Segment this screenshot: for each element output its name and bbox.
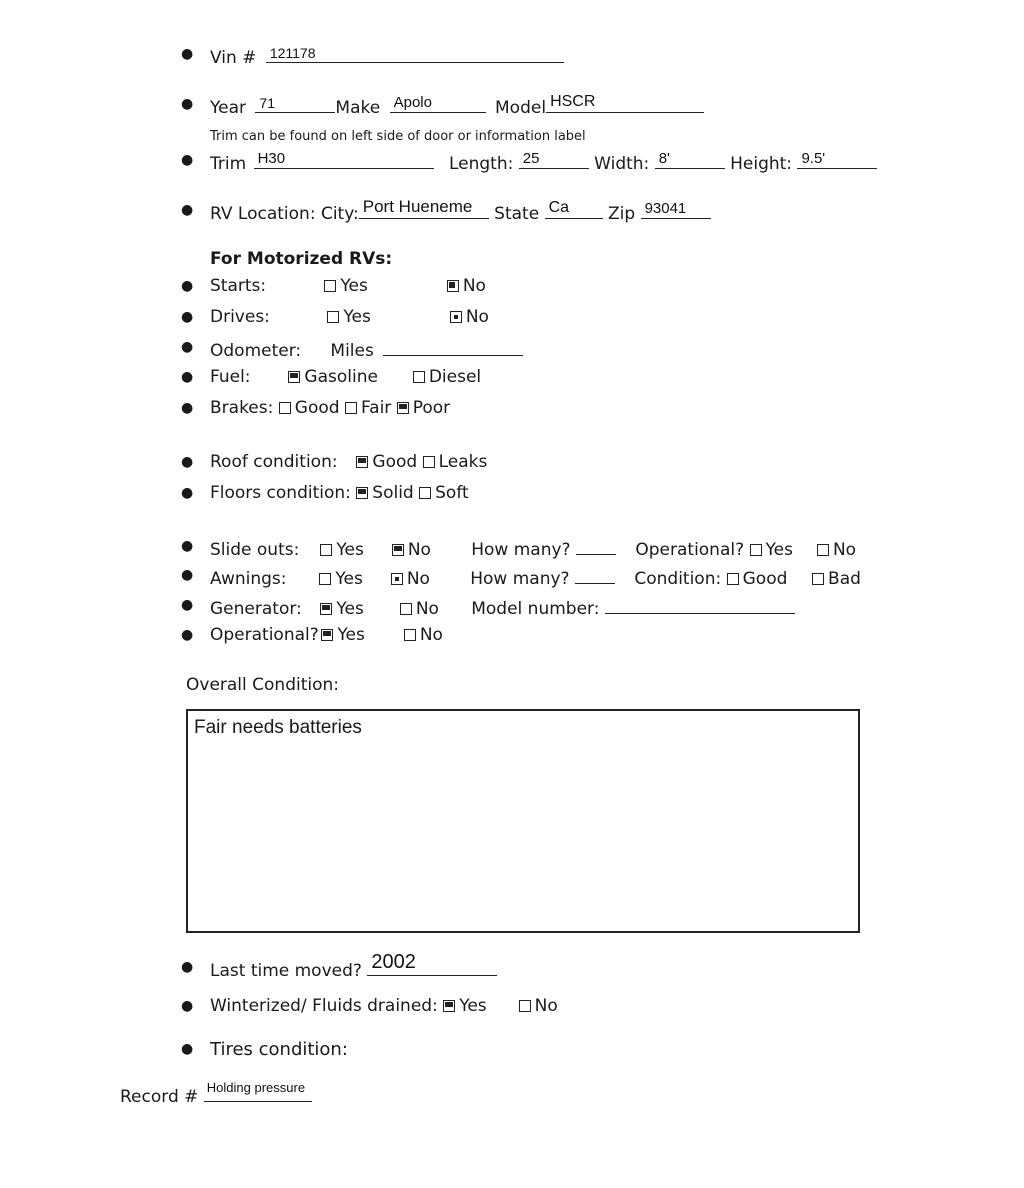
city-field[interactable] <box>359 197 489 219</box>
generator-yes-option[interactable] <box>320 599 394 619</box>
starts-label: Starts: <box>210 276 267 296</box>
operational-yes-label: Yes <box>337 625 365 645</box>
checkbox-checked-icon[interactable] <box>447 280 459 292</box>
bullet: ● <box>181 454 194 470</box>
checkbox-checked-icon[interactable] <box>391 573 403 585</box>
starts-no-label: No <box>462 276 486 296</box>
bullet: ● <box>181 597 194 613</box>
slide-outs-no-label: No <box>407 540 431 560</box>
brakes-good-label: Good <box>294 398 340 418</box>
brakes-fair-label: Fair <box>360 398 392 418</box>
miles-field[interactable] <box>383 337 523 356</box>
fuel-gasoline-option[interactable] <box>288 367 407 387</box>
roof-leaks-label: Leaks <box>438 452 488 472</box>
roof-good-label: Good <box>372 452 418 472</box>
zip-value: 93041 <box>644 200 687 217</box>
height-field[interactable] <box>797 150 877 169</box>
odometer-label: Odometer: <box>210 341 302 361</box>
checkbox-icon[interactable] <box>419 487 431 499</box>
generator-model-field[interactable] <box>605 595 795 614</box>
fuel-diesel-label: Diesel <box>428 367 482 387</box>
checkbox-icon[interactable] <box>279 402 291 414</box>
trim-field[interactable] <box>254 150 434 169</box>
checkbox-icon[interactable] <box>727 573 739 585</box>
model-label: Model <box>495 98 547 118</box>
awnings-how-many-field[interactable] <box>575 565 615 584</box>
make-field[interactable] <box>390 94 486 113</box>
location-label: RV Location: City: <box>210 204 359 224</box>
checkbox-checked-icon[interactable] <box>356 456 368 468</box>
checkbox-icon[interactable] <box>320 544 332 556</box>
trim-note: Trim can be found on left side of door or information label <box>210 129 586 144</box>
city-value: Port Hueneme <box>362 197 473 216</box>
awnings-how-many-label: How many? <box>470 569 570 589</box>
checkbox-icon[interactable] <box>423 456 435 468</box>
winterized-yes-label: Yes <box>459 996 487 1016</box>
operational-yes-option[interactable] <box>321 625 398 645</box>
tires-label: Tires condition: <box>210 1039 348 1060</box>
checkbox-icon[interactable] <box>319 573 331 585</box>
awnings-label: Awnings: <box>210 569 287 589</box>
vin-label: Vin # <box>210 48 257 68</box>
slide-outs-operational-label: Operational? <box>635 540 745 560</box>
floors-soft-label: Soft <box>435 483 469 503</box>
operational-no-option[interactable] <box>404 625 443 645</box>
bullet: ● <box>181 309 194 325</box>
winterized-label: Winterized/ Fluids drained: <box>210 996 438 1016</box>
winterized-no-label: No <box>534 996 558 1016</box>
bullet: ● <box>181 1041 194 1057</box>
checkbox-checked-icon[interactable] <box>443 1000 455 1012</box>
checkbox-icon[interactable] <box>400 603 412 615</box>
overall-condition-textarea[interactable] <box>186 709 860 933</box>
checkbox-checked-icon[interactable] <box>288 371 300 383</box>
generator-model-label: Model number: <box>471 599 600 619</box>
brakes-fair-option[interactable] <box>345 398 391 418</box>
awnings-yes-option[interactable] <box>319 569 385 589</box>
bullet: ● <box>181 567 194 583</box>
checkbox-icon[interactable] <box>413 371 425 383</box>
winterized-no-option[interactable] <box>519 996 558 1016</box>
operational-label: Operational? <box>210 625 319 645</box>
year-value: 71 <box>259 95 275 111</box>
checkbox-checked-icon[interactable] <box>320 603 332 615</box>
overall-condition-label: Overall Condition: <box>186 675 340 695</box>
brakes-good-option[interactable] <box>279 398 340 418</box>
year-label: Year <box>210 98 246 118</box>
checkbox-checked-icon[interactable] <box>356 487 368 499</box>
slide-outs-yes-label: Yes <box>336 540 364 560</box>
checkbox-icon[interactable] <box>750 544 762 556</box>
roof-good-option[interactable] <box>356 452 417 472</box>
awnings-yes-label: Yes <box>335 569 363 589</box>
checkbox-icon[interactable] <box>519 1000 531 1012</box>
make-label: Make <box>335 98 381 118</box>
bullet: ● <box>181 339 194 355</box>
brakes-poor-option[interactable] <box>397 398 450 418</box>
checkbox-icon[interactable] <box>817 544 829 556</box>
drives-yes-label: Yes <box>343 307 371 327</box>
roof-label: Roof condition: <box>210 452 338 472</box>
floors-soft-option[interactable] <box>419 483 469 503</box>
checkbox-checked-icon[interactable] <box>397 402 409 414</box>
bullet: ● <box>181 202 194 218</box>
generator-label: Generator: <box>210 599 302 619</box>
checkbox-icon[interactable] <box>327 311 339 323</box>
awnings-no-label: No <box>406 569 430 589</box>
vin-field[interactable] <box>266 44 564 63</box>
awnings-no-option[interactable] <box>391 569 465 589</box>
motorized-heading: For Motorized RVs: <box>210 249 393 269</box>
overall-condition-value: Fair needs batteries <box>194 717 362 738</box>
slide-outs-op-no-option[interactable] <box>817 540 856 560</box>
checkbox-checked-icon[interactable] <box>321 629 333 641</box>
awnings-bad-option[interactable] <box>812 569 861 589</box>
height-label: Height: <box>730 154 793 174</box>
state-label: State <box>494 204 540 224</box>
generator-yes-label: Yes <box>336 599 364 619</box>
bullet: ● <box>181 278 194 294</box>
length-value: 25 <box>522 150 540 167</box>
awnings-condition-label: Condition: <box>634 569 722 589</box>
brakes-label: Brakes: <box>210 398 274 418</box>
width-field[interactable] <box>655 150 725 169</box>
slide-outs-no-option[interactable] <box>392 540 466 560</box>
brakes-poor-label: Poor <box>412 398 451 418</box>
model-field[interactable] <box>546 94 704 113</box>
make-value: Apolo <box>393 94 432 111</box>
generator-no-option[interactable] <box>400 599 466 619</box>
trim-label: Trim <box>210 154 247 174</box>
last-moved-field[interactable] <box>367 951 497 976</box>
starts-yes-option[interactable] <box>324 276 441 296</box>
drives-no-option[interactable] <box>450 307 489 327</box>
record-row <box>120 1080 312 1107</box>
drives-yes-option[interactable] <box>327 307 444 327</box>
operational-no-label: No <box>419 625 443 645</box>
year-field[interactable] <box>255 94 335 113</box>
length-field[interactable] <box>519 150 589 169</box>
slide-outs-yes-option[interactable] <box>320 540 386 560</box>
slide-outs-op-yes-label: Yes <box>765 540 793 560</box>
state-value: Ca <box>548 199 570 216</box>
generator-no-label: No <box>415 599 439 619</box>
bullet: ● <box>181 369 194 385</box>
floors-label: Floors condition: <box>210 483 351 503</box>
bullet: ● <box>181 538 194 554</box>
checkbox-checked-icon[interactable] <box>392 544 404 556</box>
bullet: ● <box>181 46 194 62</box>
starts-no-option[interactable] <box>447 276 486 296</box>
starts-yes-label: Yes <box>340 276 368 296</box>
checkbox-checked-icon[interactable] <box>450 311 462 323</box>
floors-solid-option[interactable] <box>356 483 413 503</box>
bullet: ● <box>181 152 194 168</box>
slide-outs-label: Slide outs: <box>210 540 300 560</box>
awnings-good-label: Good <box>742 569 788 589</box>
record-label: Record # <box>120 1087 199 1107</box>
checkbox-icon[interactable] <box>404 629 416 641</box>
checkbox-icon[interactable] <box>345 402 357 414</box>
slide-outs-how-many-label: How many? <box>471 540 571 560</box>
width-label: Width: <box>594 154 650 174</box>
length-label: Length: <box>448 154 514 174</box>
state-field[interactable] <box>545 200 603 219</box>
slide-outs-op-no-label: No <box>832 540 857 560</box>
last-moved-label: Last time moved? <box>210 961 362 981</box>
fuel-diesel-option[interactable] <box>413 367 481 387</box>
record-value: Holding pressure <box>206 1080 306 1095</box>
record-field[interactable] <box>204 1080 312 1102</box>
zip-label: Zip <box>607 204 636 224</box>
awnings-good-option[interactable] <box>727 569 807 589</box>
last-moved-value: 2002 <box>371 951 416 973</box>
width-value: 8' <box>658 150 670 167</box>
fuel-label: Fuel: <box>210 367 251 387</box>
checkbox-icon[interactable] <box>324 280 336 292</box>
vin-value: 121178 <box>269 45 316 61</box>
fuel-gasoline-label: Gasoline <box>304 367 378 387</box>
bullet: ● <box>181 485 194 501</box>
bullet: ● <box>181 400 194 416</box>
drives-label: Drives: <box>210 307 270 327</box>
awnings-bad-label: Bad <box>828 569 861 589</box>
trim-value: H30 <box>257 150 286 167</box>
height-value: 9.5' <box>801 150 826 167</box>
checkbox-icon[interactable] <box>812 573 824 585</box>
winterized-yes-option[interactable] <box>443 996 513 1016</box>
bullet: ● <box>181 959 194 975</box>
zip-field[interactable] <box>641 200 711 219</box>
slide-outs-op-yes-option[interactable] <box>750 540 812 560</box>
roof-leaks-option[interactable] <box>423 452 488 472</box>
model-value: HSCR <box>550 93 596 110</box>
floors-solid-label: Solid <box>372 483 414 503</box>
bullet: ● <box>181 998 194 1014</box>
miles-label: Miles <box>330 341 374 361</box>
bullet: ● <box>181 96 194 112</box>
drives-no-label: No <box>465 307 489 327</box>
bullet: ● <box>181 627 194 643</box>
slide-outs-how-many-field[interactable] <box>576 536 616 555</box>
